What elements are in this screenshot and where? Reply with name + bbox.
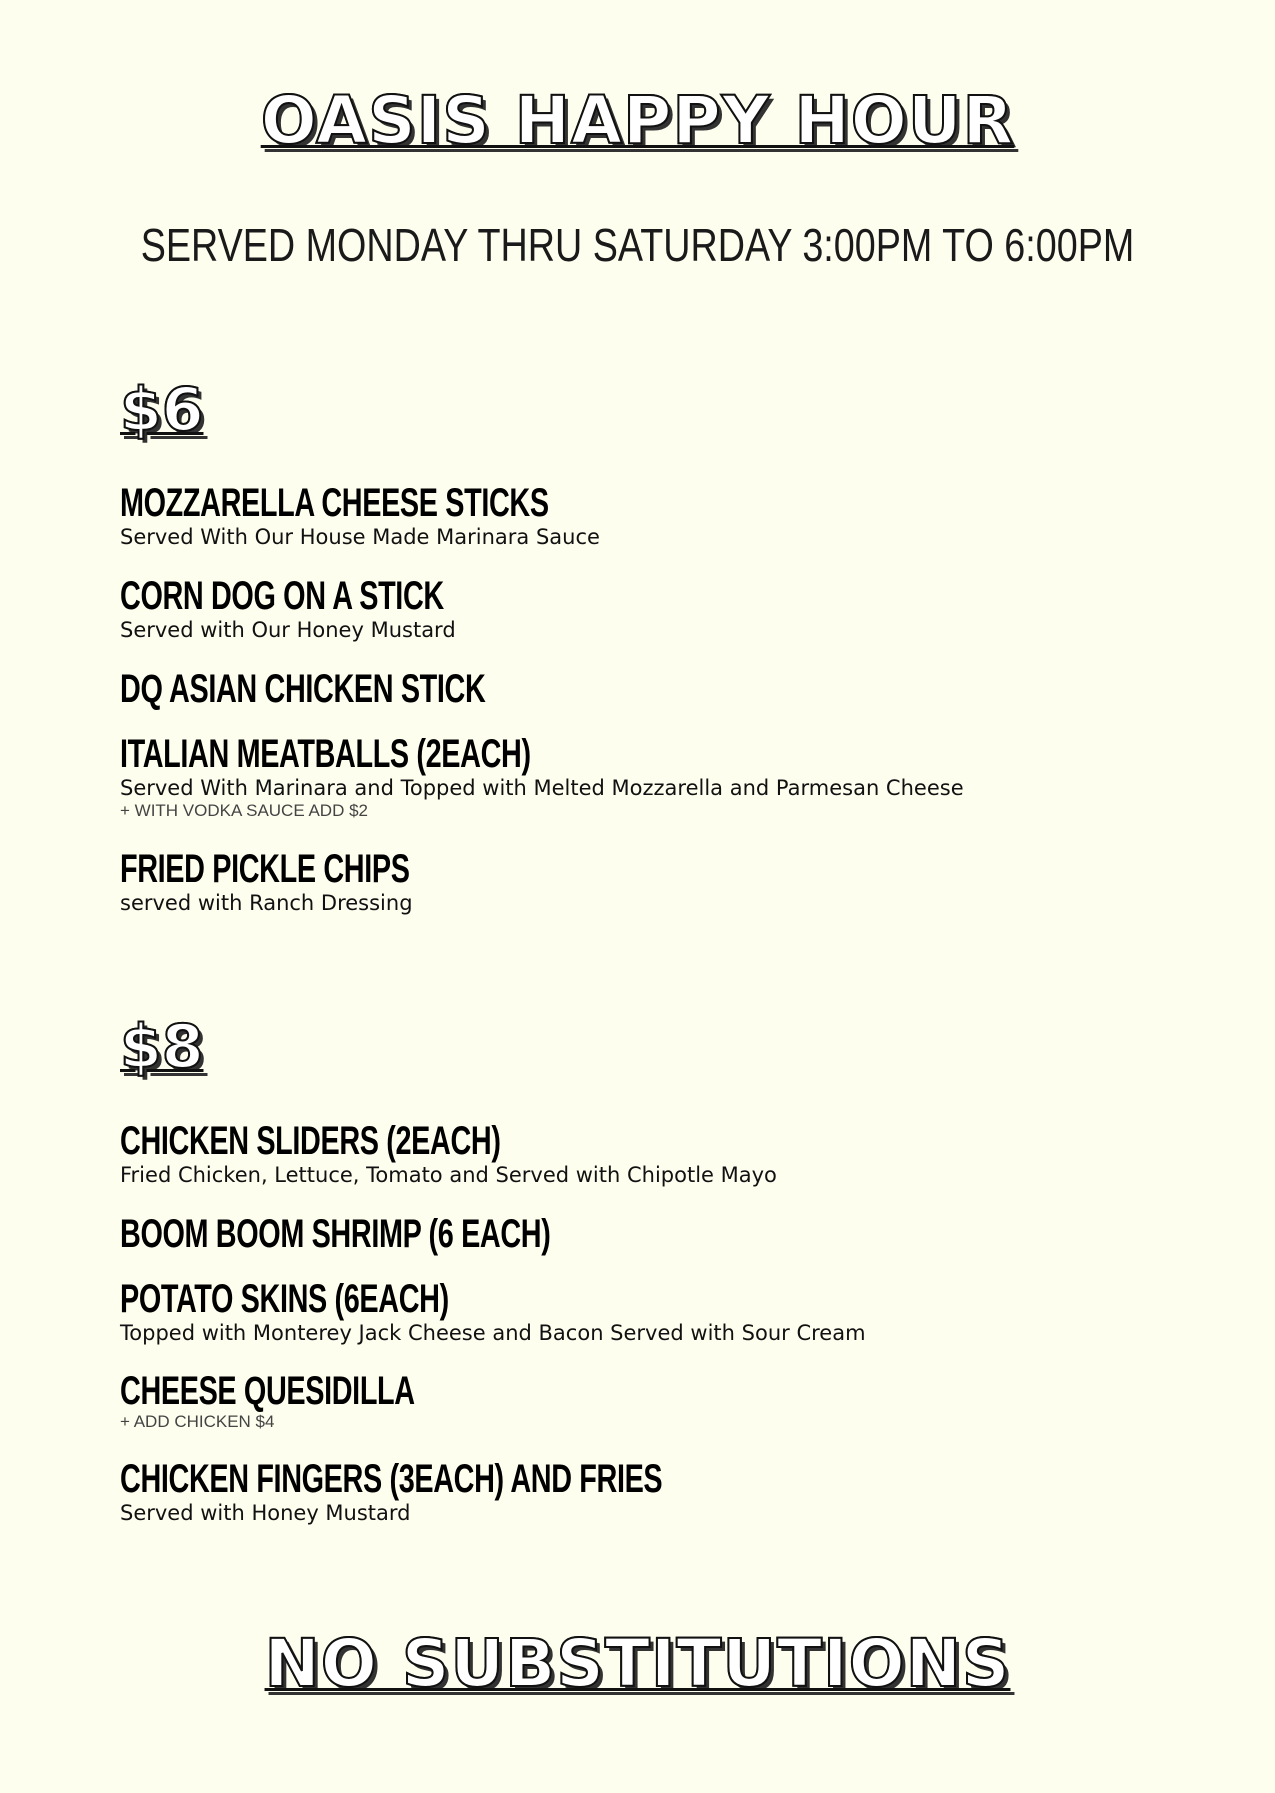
menu-item xyxy=(120,1278,866,1346)
item-description: Served With Marinara and Topped with Melted Mozzarella and Parmesan Cheese xyxy=(120,776,964,800)
menu-hours: SERVED MONDAY THRU SATURDAY 3:00PM TO 6:00PM xyxy=(140,219,1135,271)
menu-title: OASIS HAPPY HOUR xyxy=(260,82,1015,159)
menu-item xyxy=(120,1370,529,1432)
item-name: MOZZARELLA CHEESE STICKS xyxy=(120,481,549,525)
item-addon: + ADD CHICKEN $4 xyxy=(120,1412,275,1431)
item-name: ITALIAN MEATBALLS (2EACH) xyxy=(120,732,531,776)
item-description: Fried Chicken, Lettuce, Tomato and Served with Chipotle Mayo xyxy=(120,1163,777,1187)
item-name: POTATO SKINS (6EACH) xyxy=(120,1277,449,1321)
item-name: CHEESE QUESIDILLA xyxy=(120,1369,415,1413)
item-name: CORN DOG ON A STICK xyxy=(120,574,444,618)
menu-item xyxy=(120,575,570,643)
item-description: Served with Honey Mustard xyxy=(120,1501,411,1525)
item-name: FRIED PICKLE CHIPS xyxy=(120,847,410,891)
item-name: CHICKEN FINGERS (3EACH) AND FRIES xyxy=(120,1457,663,1501)
item-name: BOOM BOOM SHRIMP (6 EACH) xyxy=(120,1212,551,1256)
menu-item xyxy=(120,482,715,550)
price-heading-8: $8 xyxy=(120,1012,204,1082)
item-description: Topped with Monterey Jack Cheese and Bacon Served with Sour Cream xyxy=(120,1321,866,1345)
item-description: Served With Our House Made Marinara Sauce xyxy=(120,525,600,549)
item-description: served with Ranch Dressing xyxy=(120,891,413,915)
item-addon: + WITH VODKA SAUCE ADD $2 xyxy=(120,801,368,820)
item-name: CHICKEN SLIDERS (2EACH) xyxy=(120,1119,501,1163)
menu-item xyxy=(120,668,628,710)
menu-item xyxy=(120,848,522,916)
item-description: Served with Our Honey Mustard xyxy=(120,618,456,642)
menu-item xyxy=(120,1458,873,1526)
menu-item xyxy=(120,1120,777,1188)
no-substitutions-notice: NO SUBSTITUTIONS xyxy=(264,1625,1011,1702)
menu-item xyxy=(120,1213,718,1255)
menu-item xyxy=(120,733,964,821)
price-heading-6: $6 xyxy=(120,375,204,445)
item-name: DQ ASIAN CHICKEN STICK xyxy=(120,667,486,711)
